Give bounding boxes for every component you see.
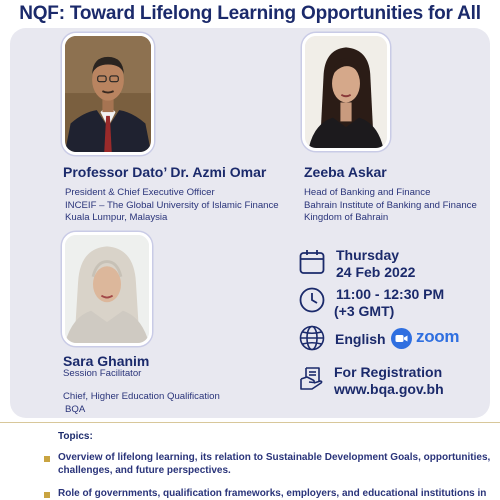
topics-heading: Topics: — [58, 431, 93, 442]
speaker-1-name: Professor Dato’ Dr. Azmi Omar — [63, 164, 267, 180]
page-title: NQF: Toward Lifelong Learning Opportunities for All — [19, 3, 481, 24]
speaker-3-role-line: Chief, Higher Education Qualification — [63, 391, 220, 402]
globe-icon — [298, 324, 326, 352]
topic-bullet — [44, 456, 50, 462]
zoom-camera-icon — [391, 328, 412, 349]
event-day: Thursday — [336, 247, 400, 263]
speaker-2-role — [304, 187, 477, 225]
clock-icon — [298, 286, 326, 314]
topic-item — [58, 488, 494, 500]
topic-line: Role of governments, qualification frameworks, employers, and educational institutions in — [58, 488, 487, 499]
topic-line: challenges, and future perspectives. — [58, 464, 231, 476]
event-language: English — [335, 331, 386, 347]
calendar-icon — [298, 248, 326, 276]
event-date: 24 Feb 2022 — [336, 264, 416, 280]
speaker-1-role-line: INCEIF – The Global University of Islamic Finance — [65, 199, 279, 211]
topic-line: Overview of lifelong learning, its relation to Sustainable Development Goals, opportunities, — [58, 452, 491, 463]
topic-item — [58, 452, 494, 477]
speaker-3-role-line: BQA — [65, 403, 86, 415]
speaker-1-role-line: President & Chief Executive Officer — [65, 187, 215, 198]
speaker-3-photo — [62, 232, 152, 346]
speaker-2-photo — [302, 33, 390, 151]
speaker-2-role-line: Head of Banking and Finance — [304, 187, 431, 198]
speaker-1-photo — [62, 33, 154, 155]
event-time: 11:00 - 12:30 PM — [336, 286, 445, 302]
event-timezone: (+3 GMT) — [334, 303, 395, 319]
registration-label: For Registration — [334, 364, 443, 380]
speaker-3-role — [63, 391, 220, 416]
speaker-3-name: Sara Ghanim — [63, 353, 150, 369]
topic-bullet — [44, 492, 50, 498]
hand-form-icon — [298, 365, 326, 393]
registration-link[interactable]: www.bqa.gov.bh — [334, 381, 444, 397]
speaker-2-name: Zeeba Askar — [304, 164, 387, 180]
zoom-logo: zoom — [416, 327, 460, 346]
speaker-2-role-line: Kingdom of Bahrain — [304, 212, 389, 224]
speaker-1-role-line: Kuala Lumpur, Malaysia — [65, 212, 168, 224]
divider — [0, 422, 500, 423]
speaker-2-role-line: Bahrain Institute of Banking and Finance — [304, 199, 477, 211]
speaker-1-role — [65, 187, 279, 225]
speaker-3-role: Session Facilitator — [63, 368, 142, 379]
